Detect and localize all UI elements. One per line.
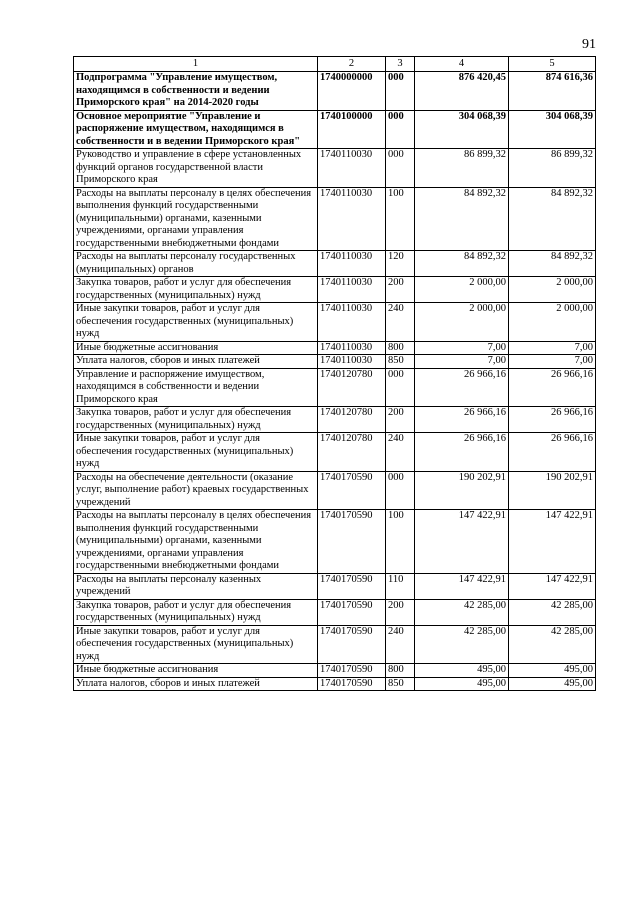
row-amount-year2: 42 285,00 bbox=[509, 625, 596, 664]
table-row bbox=[74, 341, 596, 355]
row-target-code: 1740170590 bbox=[318, 625, 386, 664]
row-target-code: 1740110030 bbox=[318, 303, 386, 342]
row-amount-year1: 2 000,00 bbox=[415, 303, 509, 342]
row-target-code: 1740000000 bbox=[318, 72, 386, 111]
column-header-year2: 5 bbox=[509, 57, 596, 72]
table-row bbox=[74, 187, 596, 251]
row-name: Расходы на выплаты персоналу в целях обеспечения выполнения функций государственными (муниципальными) органами, казенными учреждениями, органами управления государственными внебюджетными фондами bbox=[74, 510, 318, 574]
row-target-code: 1740110030 bbox=[318, 341, 386, 355]
column-header-year1: 4 bbox=[415, 57, 509, 72]
row-name: Иные бюджетные ассигнования bbox=[74, 664, 318, 678]
row-target-code: 1740100000 bbox=[318, 110, 386, 149]
row-target-code: 1740120780 bbox=[318, 368, 386, 407]
row-name: Иные бюджетные ассигнования bbox=[74, 341, 318, 355]
row-expense-type: 240 bbox=[386, 625, 415, 664]
row-expense-type: 850 bbox=[386, 677, 415, 691]
table-row bbox=[74, 471, 596, 510]
row-target-code: 1740170590 bbox=[318, 573, 386, 599]
row-expense-type: 120 bbox=[386, 251, 415, 277]
table-row bbox=[74, 355, 596, 369]
column-header-name: 1 bbox=[74, 57, 318, 72]
row-amount-year1: 495,00 bbox=[415, 677, 509, 691]
row-amount-year1: 2 000,00 bbox=[415, 277, 509, 303]
row-expense-type: 110 bbox=[386, 573, 415, 599]
row-expense-type: 100 bbox=[386, 510, 415, 574]
row-expense-type: 800 bbox=[386, 664, 415, 678]
row-name: Подпрограмма "Управление имуществом, находящимся в собственности и ведении Приморского края" на 2014-2020 годы bbox=[74, 72, 318, 111]
table-row bbox=[74, 599, 596, 625]
row-name: Иные закупки товаров, работ и услуг для обеспечения государственных (муниципальных) нужд bbox=[74, 303, 318, 342]
column-header-type: 3 bbox=[386, 57, 415, 72]
row-target-code: 1740170590 bbox=[318, 510, 386, 574]
row-amount-year2: 26 966,16 bbox=[509, 433, 596, 472]
row-expense-type: 000 bbox=[386, 149, 415, 188]
row-amount-year1: 495,00 bbox=[415, 664, 509, 678]
row-amount-year1: 42 285,00 bbox=[415, 625, 509, 664]
row-amount-year2: 495,00 bbox=[509, 677, 596, 691]
row-name: Основное мероприятие "Управление и распоряжение имуществом, находящимся в собственности и в ведении Приморского края" bbox=[74, 110, 318, 149]
row-expense-type: 240 bbox=[386, 303, 415, 342]
row-amount-year1: 26 966,16 bbox=[415, 368, 509, 407]
row-amount-year2: 2 000,00 bbox=[509, 303, 596, 342]
row-name: Уплата налогов, сборов и иных платежей bbox=[74, 355, 318, 369]
table-row bbox=[74, 573, 596, 599]
row-amount-year2: 2 000,00 bbox=[509, 277, 596, 303]
row-amount-year1: 26 966,16 bbox=[415, 407, 509, 433]
row-name: Расходы на выплаты персоналу в целях обеспечения выполнения функций государственными (муниципальными) органами, казенными учреждениями, органами управления государственными внебюджетными фондами bbox=[74, 187, 318, 251]
table-row bbox=[74, 510, 596, 574]
page-number: 91 bbox=[582, 37, 596, 52]
table-row bbox=[74, 664, 596, 678]
row-amount-year1: 84 892,32 bbox=[415, 187, 509, 251]
row-expense-type: 200 bbox=[386, 407, 415, 433]
row-name: Расходы на обеспечение деятельности (оказание услуг, выполнение работ) краевых государственных учреждений bbox=[74, 471, 318, 510]
row-target-code: 1740110030 bbox=[318, 355, 386, 369]
row-target-code: 1740120780 bbox=[318, 407, 386, 433]
row-target-code: 1740120780 bbox=[318, 433, 386, 472]
row-amount-year2: 86 899,32 bbox=[509, 149, 596, 188]
row-amount-year2: 304 068,39 bbox=[509, 110, 596, 149]
column-header-code: 2 bbox=[318, 57, 386, 72]
row-amount-year2: 147 422,91 bbox=[509, 510, 596, 574]
row-amount-year2: 147 422,91 bbox=[509, 573, 596, 599]
row-expense-type: 200 bbox=[386, 277, 415, 303]
row-target-code: 1740170590 bbox=[318, 664, 386, 678]
table-row bbox=[74, 677, 596, 691]
row-amount-year1: 147 422,91 bbox=[415, 510, 509, 574]
budget-table bbox=[73, 56, 596, 691]
table-row bbox=[74, 72, 596, 111]
table-row bbox=[74, 625, 596, 664]
row-amount-year1: 876 420,45 bbox=[415, 72, 509, 111]
table-row bbox=[74, 407, 596, 433]
row-expense-type: 240 bbox=[386, 433, 415, 472]
table-row bbox=[74, 277, 596, 303]
table-row bbox=[74, 368, 596, 407]
row-amount-year1: 304 068,39 bbox=[415, 110, 509, 149]
row-amount-year2: 7,00 bbox=[509, 341, 596, 355]
row-amount-year1: 26 966,16 bbox=[415, 433, 509, 472]
row-target-code: 1740110030 bbox=[318, 149, 386, 188]
row-amount-year2: 190 202,91 bbox=[509, 471, 596, 510]
row-expense-type: 100 bbox=[386, 187, 415, 251]
row-target-code: 1740170590 bbox=[318, 677, 386, 691]
row-amount-year2: 84 892,32 bbox=[509, 187, 596, 251]
row-name: Управление и распоряжение имуществом, находящимся в собственности и ведении Приморского края bbox=[74, 368, 318, 407]
row-target-code: 1740170590 bbox=[318, 471, 386, 510]
row-name: Закупка товаров, работ и услуг для обеспечения государственных (муниципальных) нужд bbox=[74, 407, 318, 433]
row-amount-year1: 86 899,32 bbox=[415, 149, 509, 188]
row-expense-type: 000 bbox=[386, 368, 415, 407]
row-expense-type: 850 bbox=[386, 355, 415, 369]
row-amount-year2: 42 285,00 bbox=[509, 599, 596, 625]
row-name: Расходы на выплаты персоналу казенных учреждений bbox=[74, 573, 318, 599]
row-amount-year1: 147 422,91 bbox=[415, 573, 509, 599]
row-expense-type: 000 bbox=[386, 471, 415, 510]
table-row bbox=[74, 433, 596, 472]
row-amount-year2: 495,00 bbox=[509, 664, 596, 678]
row-amount-year2: 874 616,36 bbox=[509, 72, 596, 111]
table-body bbox=[74, 72, 596, 691]
row-amount-year2: 26 966,16 bbox=[509, 407, 596, 433]
row-name: Иные закупки товаров, работ и услуг для обеспечения государственных (муниципальных) нужд bbox=[74, 433, 318, 472]
row-name: Иные закупки товаров, работ и услуг для обеспечения государственных (муниципальных) нужд bbox=[74, 625, 318, 664]
table-row bbox=[74, 251, 596, 277]
row-target-code: 1740170590 bbox=[318, 599, 386, 625]
row-target-code: 1740110030 bbox=[318, 187, 386, 251]
row-name: Руководство и управление в сфере установленных функций органов государственной власти Приморского края bbox=[74, 149, 318, 188]
row-name: Расходы на выплаты персоналу государственных (муниципальных) органов bbox=[74, 251, 318, 277]
table-row bbox=[74, 303, 596, 342]
table-row bbox=[74, 110, 596, 149]
row-expense-type: 200 bbox=[386, 599, 415, 625]
row-amount-year1: 190 202,91 bbox=[415, 471, 509, 510]
row-name: Закупка товаров, работ и услуг для обеспечения государственных (муниципальных) нужд bbox=[74, 599, 318, 625]
row-name: Закупка товаров, работ и услуг для обеспечения государственных (муниципальных) нужд bbox=[74, 277, 318, 303]
row-amount-year1: 7,00 bbox=[415, 341, 509, 355]
row-amount-year2: 7,00 bbox=[509, 355, 596, 369]
column-number-row bbox=[74, 57, 596, 72]
row-amount-year2: 84 892,32 bbox=[509, 251, 596, 277]
row-amount-year1: 7,00 bbox=[415, 355, 509, 369]
row-target-code: 1740110030 bbox=[318, 277, 386, 303]
row-expense-type: 000 bbox=[386, 72, 415, 111]
table-row bbox=[74, 149, 596, 188]
row-target-code: 1740110030 bbox=[318, 251, 386, 277]
row-expense-type: 000 bbox=[386, 110, 415, 149]
row-expense-type: 800 bbox=[386, 341, 415, 355]
row-amount-year1: 42 285,00 bbox=[415, 599, 509, 625]
row-name: Уплата налогов, сборов и иных платежей bbox=[74, 677, 318, 691]
row-amount-year1: 84 892,32 bbox=[415, 251, 509, 277]
row-amount-year2: 26 966,16 bbox=[509, 368, 596, 407]
